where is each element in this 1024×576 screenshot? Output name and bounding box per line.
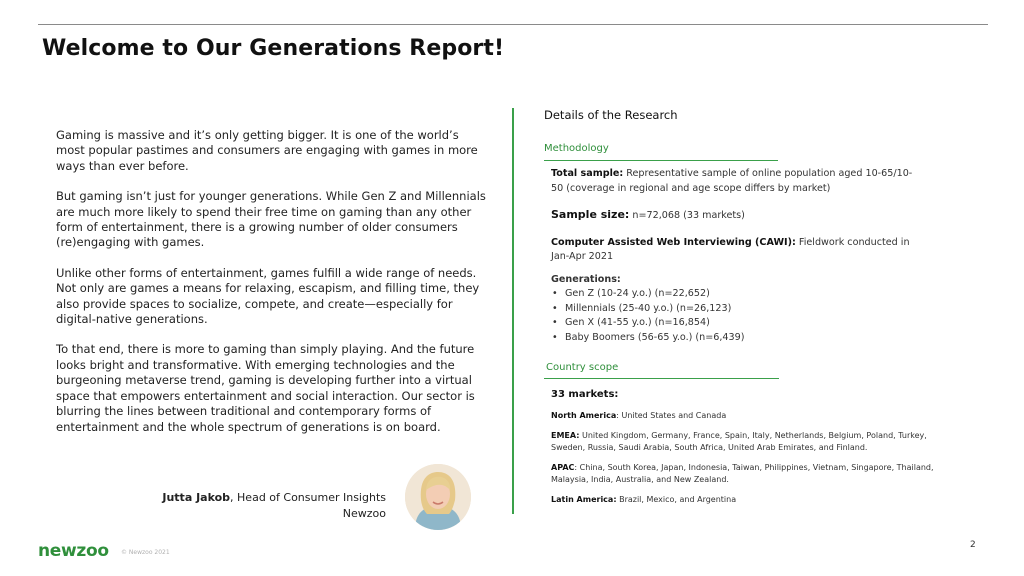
intro-paragraph: But gaming isn’t just for younger generations. While Gen Z and Millennials are much more likely to spend their free time on gaming than any other form of entertainment, there is a growing number of older consumers (re)engaging with games. <box>56 189 486 250</box>
author-company: Newzoo <box>342 507 386 520</box>
region-entry <box>551 462 961 486</box>
region-name: Latin America: <box>551 495 617 504</box>
cawi-value: Fieldwork conducted in Jan-Apr 2021 <box>551 236 910 262</box>
region-entry <box>551 410 961 422</box>
markets-count: 33 markets: <box>551 389 619 400</box>
intro-paragraph: Unlike other forms of entertainment, games fulfill a wide range of needs. Not only are games a means for relaxing, escapism, and filling time, they also provide spaces to socialize, compete, and create—especially for digital-native generations. <box>56 265 480 327</box>
region-entry <box>551 430 961 454</box>
region-name: North America <box>551 411 617 420</box>
author-name: Jutta Jakob <box>162 491 231 504</box>
total-sample-label: Total sample: <box>551 168 624 179</box>
sample-size-label: Sample size: <box>551 208 630 221</box>
total-sample-value: Representative sample of online population aged 10-65/10-50 (coverage in regional and age scope differs by market) <box>551 168 913 194</box>
top-divider <box>38 24 988 25</box>
region-name: APAC <box>551 463 575 472</box>
country-scope-label: Country scope <box>546 362 619 373</box>
page-title: Welcome to Our Generations Report! <box>42 36 505 61</box>
generations-list <box>551 287 921 345</box>
region-countries: United Kingdom, Germany, France, Spain, Italy, Netherlands, Belgium, Poland, Turkey, Sweden, Russia, Saudi Arabia, South Africa, United Arab Emirates, and Finland. <box>551 431 927 452</box>
portrait-image <box>405 464 471 530</box>
section-divider <box>512 108 514 514</box>
markets-block <box>551 389 961 514</box>
region-countries: : China, South Korea, Japan, Indonesia, Taiwan, Philippines, Vietnam, Singapore, Thailand, Malaysia, India, Australia, and New Zealand. <box>551 463 934 484</box>
list-item: • Gen X (41-55 y.o.) (n=16,854) <box>551 316 921 331</box>
methodology-rule <box>544 160 778 161</box>
intro-paragraph: To that end, there is more to gaming than simply playing. And the future looks bright and transformative. With emerging technologies and the burgeoning metaverse trend, gaming is developing further into a virtual space that empowers entertainment and social interaction. Our sector is blurring the lines between traditional and contemporary forms of entertainment and the whole spectrum of generations is on board. <box>56 342 475 434</box>
country-scope-rule <box>544 378 779 379</box>
region-name: EMEA: <box>551 431 580 440</box>
methodology-details <box>551 167 921 345</box>
copyright-text: © Newzoo 2021 <box>121 549 170 556</box>
page-number: 2 <box>970 540 976 550</box>
author-role: , Head of Consumer Insights <box>230 491 386 504</box>
list-item: • Baby Boomers (56-65 y.o.) (n=6,439) <box>551 331 921 346</box>
list-item: • Millennials (25-40 y.o.) (n=26,123) <box>551 302 921 317</box>
cawi-label: Computer Assisted Web Interviewing (CAWI): <box>551 236 796 248</box>
region-countries: Brazil, Mexico, and Argentina <box>616 495 737 504</box>
author-avatar <box>405 464 471 530</box>
newzoo-logo: newzoo <box>38 541 109 561</box>
details-heading: Details of the Research <box>544 108 678 122</box>
sample-size-value: n=72,068 (33 markets) <box>629 210 745 221</box>
intro-text <box>56 128 486 450</box>
generations-label: Generations: <box>551 273 621 285</box>
list-item: • Gen Z (10-24 y.o.) (n=22,652) <box>551 287 921 302</box>
region-entry <box>551 494 961 506</box>
region-countries: : United States and Canada <box>616 411 727 420</box>
intro-paragraph: Gaming is massive and it’s only getting bigger. It is one of the world’s most popular pastimes and consumers are engaging with games in more ways than ever before. <box>56 128 478 173</box>
author-credit <box>130 490 386 522</box>
methodology-label: Methodology <box>544 143 609 154</box>
